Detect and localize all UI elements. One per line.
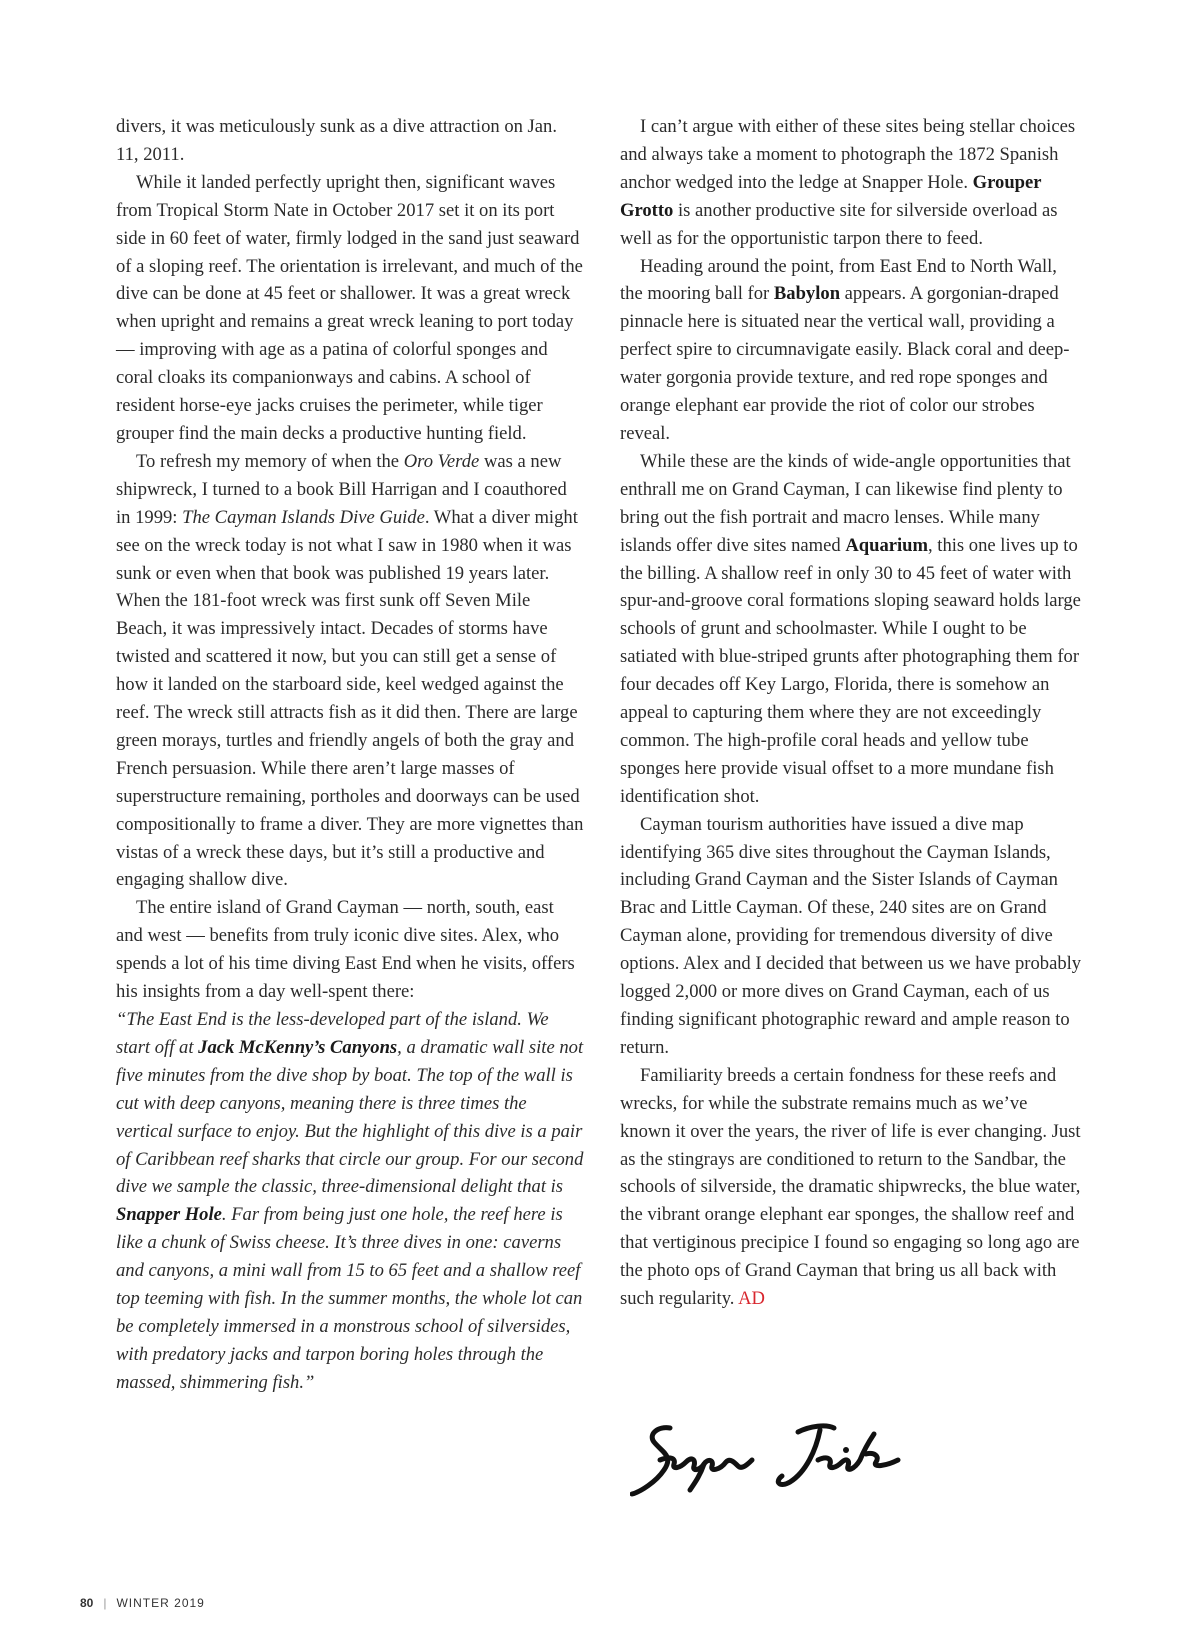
paragraph: divers, it was meticulously sunk as a dive attraction on Jan. 11, 2011.	[116, 116, 557, 165]
text: To refresh my memory of when the	[136, 450, 404, 472]
text: I can’t argue with either of these sites being stellar choices and always take a moment to photograph the 1872 Spanish anchor wedged into the ledge at Snapper Hole.	[620, 116, 1076, 193]
paragraph	[116, 448, 584, 895]
paragraph	[620, 113, 1082, 253]
text: Familiarity breeds a certain fondness for these reefs and wrecks, for while the substrate remains much as we’ve known it over the years, the river of life is ever changing. Just as the stingrays are conditioned to return to the Sandbar, the schools of silverside, the dramatic shipwrecks, the blue water, the vibrant orange elephant ear sponges, the shallow reef and that vertiginous precipice I found so engaging so long ago are the photo ops of Grand Cayman that bring us all back with such regularity.	[620, 1064, 1081, 1310]
paragraph: Cayman tourism authorities have issued a dive map identifying 365 dive sites throughout the Cayman Islands, including Grand Cayman and the Sister Islands of Cayman Brac and Little Cayman. Of these, 240 sites are on Grand Cayman alone, providing for tremendous diversity of dive options. Alex and I decided that between us we have probably logged 2,000 or more dives on Grand Cayman, each of us finding significant photographic reward and ample reason to return.	[620, 813, 1082, 1058]
text: , a dramatic wall site not five minutes from the dive shop by boat. The top of the wall is cut with deep canyons, meaning there is three times the vertical surface to enjoy. But the highlight of this dive is a pair of Caribbean reef sharks that circle our group. For our second dive we sample the classic, three-dimensional delight that is	[116, 1036, 584, 1198]
dive-site-name: Jack McKenny’s Canyons	[198, 1036, 398, 1058]
paragraph	[620, 448, 1082, 811]
text: appears. A gorgonian-draped pinnacle here is situated near the vertical wall, providing a perfect spire to circumnavigate easily. Black coral and deep-water gorgonia provide texture, and red rope sponges and orange elephant ear provide the riot of color our strobes reveal.	[620, 283, 1070, 444]
text: . What a diver might see on the wreck today is not what I saw in 1980 when it was sunk or even when that book was published 19 years later. When the 181-foot wreck was first sunk off Seven Mile Beach, it was impressively intact. Decades of storms have twisted and scattered it now, but you can still get a sense of how it landed on the starboard side, keel wedged against the reef. The wreck still attracts fish as it did then. There are large green morays, turtles and friendly angels of both the gray and French persuasion. While there aren’t large masses of superstructure remaining, portholes and doorways can be used compositionally to frame a diver. They are more vignettes than vistas of a wreck these days, but it’s still a productive and engaging shallow dive.	[116, 506, 584, 891]
text: Heading around the point, from East End to North Wall, the mooring ball for	[620, 255, 1057, 305]
paragraph	[620, 253, 1082, 448]
pull-quote	[116, 1006, 584, 1397]
right-column	[620, 113, 1082, 1313]
issue-label: WINTER 2019	[116, 1596, 205, 1610]
paragraph: While it landed perfectly upright then, significant waves from Tropical Storm Nate in October 2017 set it on its port side in 60 feet of water, firmly lodged in the sand just seaward of a sloping reef. The orientation is irrelevant, and much of the dive can be done at 45 feet or shallower. It was a great wreck when upright and remains a great wreck leaning to port today — improving with age as a patina of colorful sponges and coral cloaks its companionways and cabins. A school of resident horse-eye jacks cruises the perimeter, while tiger grouper find the main decks a productive hunting field.	[116, 171, 583, 444]
page-number: 80	[80, 1596, 94, 1610]
text: is another productive site for silverside overload as well as for the opportunistic tarpon there to feed.	[620, 199, 1058, 249]
paragraph: The entire island of Grand Cayman — north, south, east and west — benefits from truly iconic dive sites. Alex, who spends a lot of his time diving East End when he visits, offers his insights from a day well-spent there:	[116, 897, 575, 1003]
end-mark: AD	[738, 1288, 765, 1310]
text: While these are the kinds of wide-angle opportunities that enthrall me on Grand Cayman, I can likewise find plenty to bring out the fish portrait and macro lenses. While many islands offer dive sites named	[620, 450, 1071, 556]
dive-site-name: Aquarium	[845, 534, 928, 556]
paragraph	[620, 1062, 1082, 1313]
dive-site-name: Grouper Grotto	[620, 171, 1042, 221]
left-column	[116, 113, 584, 1397]
text: , this one lives up to the billing. A shallow reef in only 30 to 45 feet of water with spur-and-groove coral formations sloping seaward holds large schools of grunt and schoolmaster. While I ought to be satiated with blue-striped grunts after photographing them for four decades off Key Largo, Florida, there is somehow an appeal to capturing them where they are not exceedingly common. The high-profile coral heads and yellow tube sponges here provide visual offset to a more mundane fish identification shot.	[620, 534, 1081, 807]
text: was a new shipwreck, I turned to a book Bill Harrigan and I coauthored in 1999:	[116, 450, 567, 528]
book-title: The Cayman Islands Dive Guide	[182, 506, 425, 528]
author-signature	[630, 1420, 920, 1500]
page-footer	[80, 1596, 205, 1610]
dive-site-name: Snapper Hole	[116, 1204, 222, 1226]
footer-separator: |	[103, 1596, 107, 1610]
dive-site-name: Babylon	[773, 283, 841, 305]
text: . Far from being just one hole, the reef here is like a chunk of Swiss cheese. It’s three dives in one: caverns and canyons, a mini wall from 15 to 65 feet and a shallow reef top teeming with fish. In the summer months, the whole lot can be completely immersed in a monstrous school of silversides, with predatory jacks and tarpon boring holes through the massed, shimmering fish.”	[116, 1204, 583, 1393]
text: “The East End is the less-developed part of the island. We start off at	[116, 1009, 549, 1058]
ship-name: Oro Verde	[403, 450, 480, 472]
